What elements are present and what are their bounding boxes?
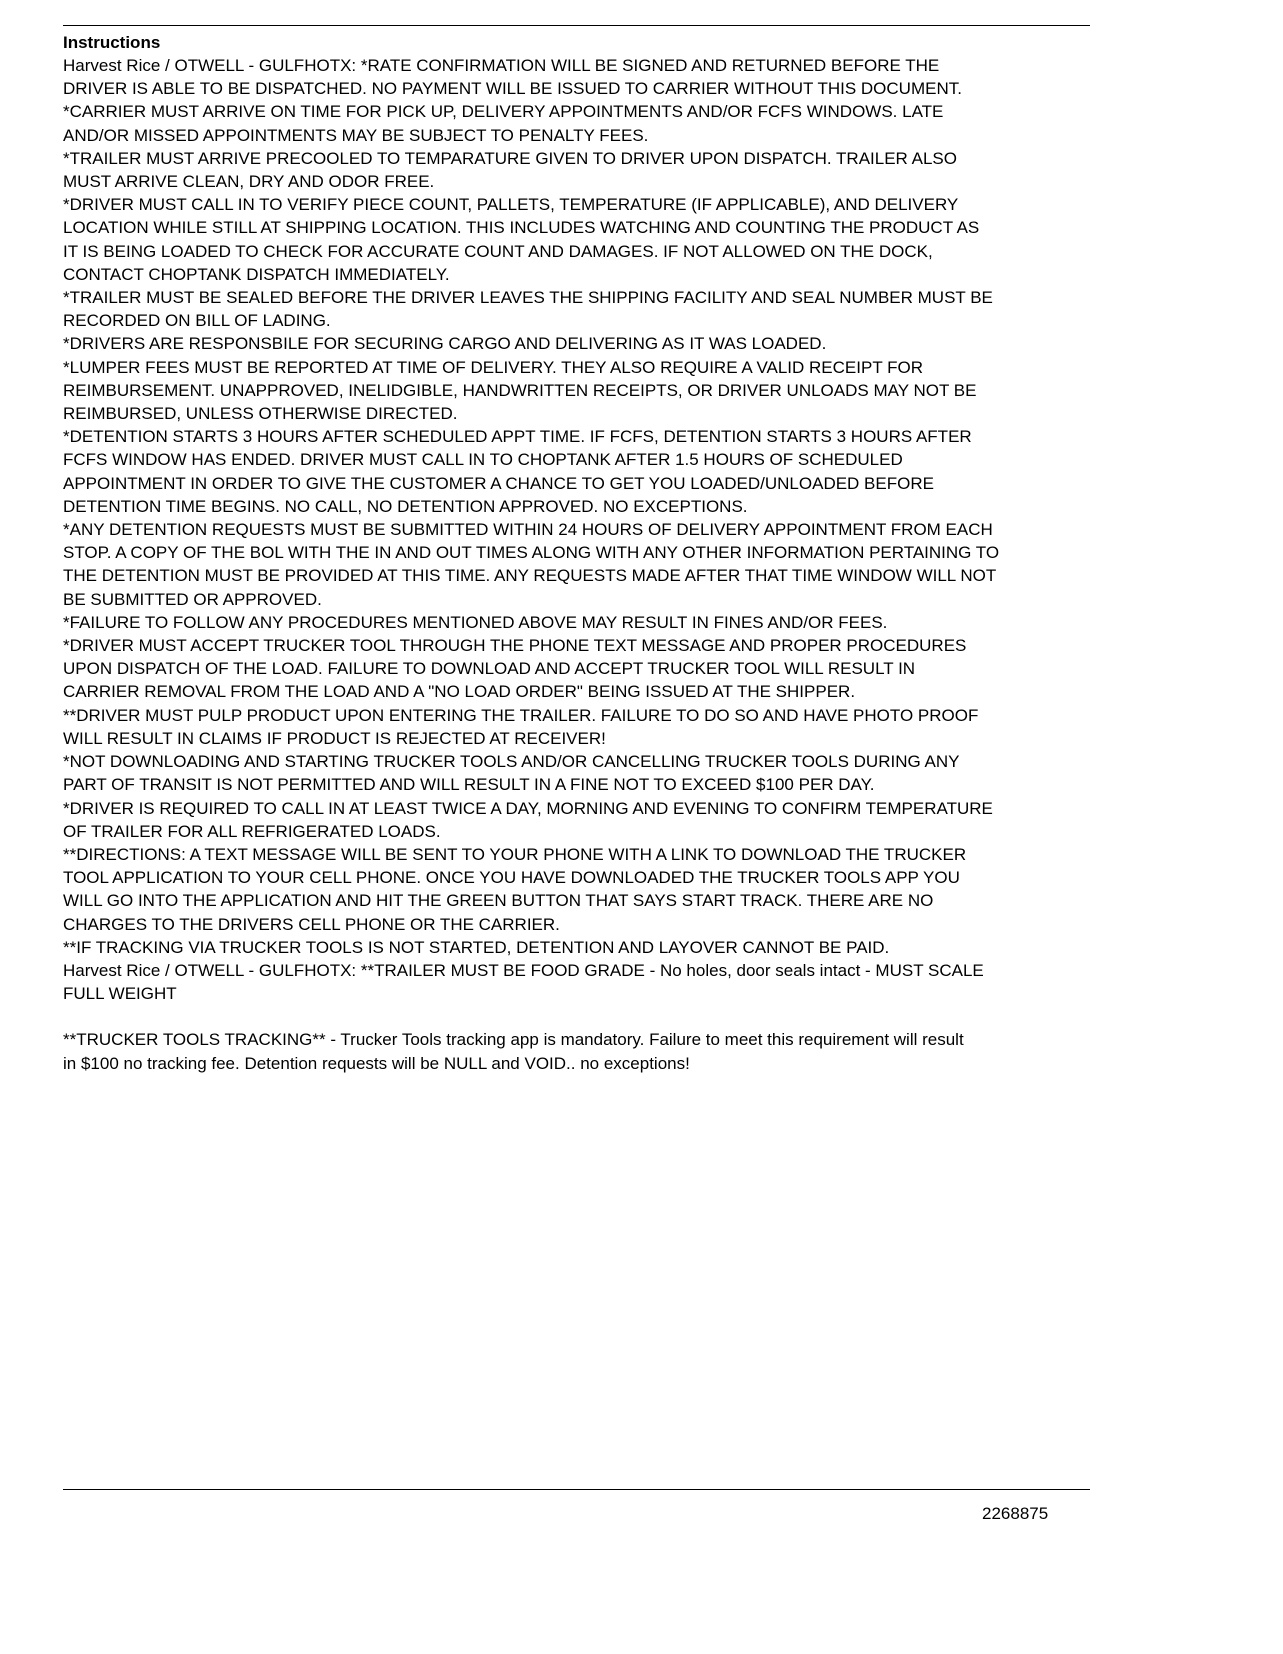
tracking-note: [63, 1028, 1103, 1074]
instruction-line: UPON DISPATCH OF THE LOAD. FAILURE TO DOWNLOAD AND ACCEPT TRUCKER TOOL WILL RESULT IN: [63, 659, 916, 679]
instruction-line: IT IS BEING LOADED TO CHECK FOR ACCURATE COUNT AND DAMAGES. IF NOT ALLOWED ON THE DOCK,: [63, 241, 933, 261]
instruction-line: *CARRIER MUST ARRIVE ON TIME FOR PICK UP, DELIVERY APPOINTMENTS AND/OR FCFS WINDOWS. LATE: [63, 102, 944, 122]
instruction-line: **DRIVER MUST PULP PRODUCT UPON ENTERING THE TRAILER. FAILURE TO DO SO AND HAVE PHOTO PROOF: [63, 705, 979, 725]
instruction-line: *TRAILER MUST ARRIVE PRECOOLED TO TEMPARATURE GIVEN TO DRIVER UPON DISPATCH. TRAILER ALSO: [63, 148, 957, 168]
bottom-divider: [63, 1489, 1090, 1490]
instruction-line: *FAILURE TO FOLLOW ANY PROCEDURES MENTIONED ABOVE MAY RESULT IN FINES AND/OR FEES.: [63, 612, 888, 632]
instruction-line: *NOT DOWNLOADING AND STARTING TRUCKER TOOLS AND/OR CANCELLING TRUCKER TOOLS DURING ANY: [63, 752, 960, 772]
instruction-line: TOOL APPLICATION TO YOUR CELL PHONE. ONCE YOU HAVE DOWNLOADED THE TRUCKER TOOLS APP YOU: [63, 868, 960, 888]
instruction-line: *LUMPER FEES MUST BE REPORTED AT TIME OF DELIVERY. THEY ALSO REQUIRE A VALID RECEIPT FOR: [63, 357, 924, 377]
instruction-line: *DRIVER IS REQUIRED TO CALL IN AT LEAST TWICE A DAY, MORNING AND EVENING TO CONFIRM TEMPERATURE: [63, 798, 993, 818]
instructions-heading: Instructions: [63, 33, 161, 52]
instruction-line: APPOINTMENT IN ORDER TO GIVE THE CUSTOMER A CHANCE TO GET YOU LOADED/UNLOADED BEFORE: [63, 473, 934, 493]
instruction-line: CARRIER REMOVAL FROM THE LOAD AND A "NO LOAD ORDER" BEING ISSUED AT THE SHIPPER.: [63, 682, 856, 702]
instructions-section: [63, 31, 1103, 1075]
instruction-line: *DETENTION STARTS 3 HOURS AFTER SCHEDULED APPT TIME. IF FCFS, DETENTION STARTS 3 HOURS AFTER: [63, 427, 972, 447]
instruction-line: THE DETENTION MUST BE PROVIDED AT THIS TIME. ANY REQUESTS MADE AFTER THAT TIME WINDOW WILL NOT: [63, 566, 997, 586]
instruction-line: **IF TRACKING VIA TRUCKER TOOLS IS NOT STARTED, DETENTION AND LAYOVER CANNOT BE PAID.: [63, 937, 890, 957]
instructions-body: [63, 54, 1103, 1005]
instruction-line: **DIRECTIONS: A TEXT MESSAGE WILL BE SENT TO YOUR PHONE WITH A LINK TO DOWNLOAD THE TRUCKER: [63, 844, 967, 864]
instruction-line: OF TRAILER FOR ALL REFRIGERATED LOADS.: [63, 821, 441, 841]
instruction-line: DRIVER IS ABLE TO BE DISPATCHED. NO PAYMENT WILL BE ISSUED TO CARRIER WITHOUT THIS DOCUMENT.: [63, 79, 962, 99]
instruction-line: *TRAILER MUST BE SEALED BEFORE THE DRIVER LEAVES THE SHIPPING FACILITY AND SEAL NUMBER MUST BE: [63, 288, 993, 308]
instruction-line: CONTACT CHOPTANK DISPATCH IMMEDIATELY.: [63, 264, 450, 284]
instruction-line: BE SUBMITTED OR APPROVED.: [63, 589, 322, 609]
instruction-line: AND/OR MISSED APPOINTMENTS MAY BE SUBJECT TO PENALTY FEES.: [63, 125, 649, 145]
instruction-line: RECORDED ON BILL OF LADING.: [63, 311, 331, 331]
top-divider: [63, 25, 1090, 26]
instruction-line: REIMBURSEMENT. UNAPPROVED, INELIDGIBLE, HANDWRITTEN RECEIPTS, OR DRIVER UNLOADS MAY NOT BE: [63, 380, 977, 400]
instruction-line: FULL WEIGHT: [63, 984, 177, 1004]
tracking-note-line: in $100 no tracking fee. Detention requests will be NULL and VOID.. no exceptions!: [63, 1053, 690, 1073]
instruction-line: Harvest Rice / OTWELL - GULFHOTX: **TRAILER MUST BE FOOD GRADE - No holes, door seals intact - MUST SCALE: [63, 960, 984, 980]
page-number: 2268875: [982, 1504, 1049, 1523]
paragraph-gap: [63, 1005, 1103, 1028]
instruction-line: DETENTION TIME BEGINS. NO CALL, NO DETENTION APPROVED. NO EXCEPTIONS.: [63, 496, 748, 516]
instruction-line: *DRIVER MUST CALL IN TO VERIFY PIECE COUNT, PALLETS, TEMPERATURE (IF APPLICABLE), AND DELIVERY: [63, 195, 959, 215]
instruction-line: *DRIVER MUST ACCEPT TRUCKER TOOL THROUGH THE PHONE TEXT MESSAGE AND PROPER PROCEDURES: [63, 636, 967, 656]
tracking-note-line: **TRUCKER TOOLS TRACKING** - Trucker Tools tracking app is mandatory. Failure to meet this requirement will result: [63, 1030, 964, 1050]
instruction-line: WILL GO INTO THE APPLICATION AND HIT THE GREEN BUTTON THAT SAYS START TRACK. THERE ARE NO: [63, 891, 934, 911]
instruction-line: MUST ARRIVE CLEAN, DRY AND ODOR FREE.: [63, 172, 435, 192]
instruction-line: Harvest Rice / OTWELL - GULFHOTX: *RATE CONFIRMATION WILL BE SIGNED AND RETURNED BEFORE THE: [63, 56, 940, 75]
instruction-line: CHARGES TO THE DRIVERS CELL PHONE OR THE CARRIER.: [63, 914, 560, 934]
instruction-line: PART OF TRANSIT IS NOT PERMITTED AND WILL RESULT IN A FINE NOT TO EXCEED $100 PER DAY.: [63, 775, 875, 795]
instruction-line: FCFS WINDOW HAS ENDED. DRIVER MUST CALL IN TO CHOPTANK AFTER 1.5 HOURS OF SCHEDULED: [63, 450, 903, 470]
instruction-line: *DRIVERS ARE RESPONSBILE FOR SECURING CARGO AND DELIVERING AS IT WAS LOADED.: [63, 334, 827, 354]
instruction-line: STOP. A COPY OF THE BOL WITH THE IN AND OUT TIMES ALONG WITH ANY OTHER INFORMATION PERTAINING TO: [63, 543, 1000, 563]
instruction-line: LOCATION WHILE STILL AT SHIPPING LOCATION. THIS INCLUDES WATCHING AND COUNTING THE PRODUCT AS: [63, 218, 980, 238]
instruction-line: WILL RESULT IN CLAIMS IF PRODUCT IS REJECTED AT RECEIVER!: [63, 728, 606, 748]
instruction-line: REIMBURSED, UNLESS OTHERWISE DIRECTED.: [63, 404, 458, 424]
instruction-line: *ANY DETENTION REQUESTS MUST BE SUBMITTED WITHIN 24 HOURS OF DELIVERY APPOINTMENT FROM EACH: [63, 520, 993, 540]
